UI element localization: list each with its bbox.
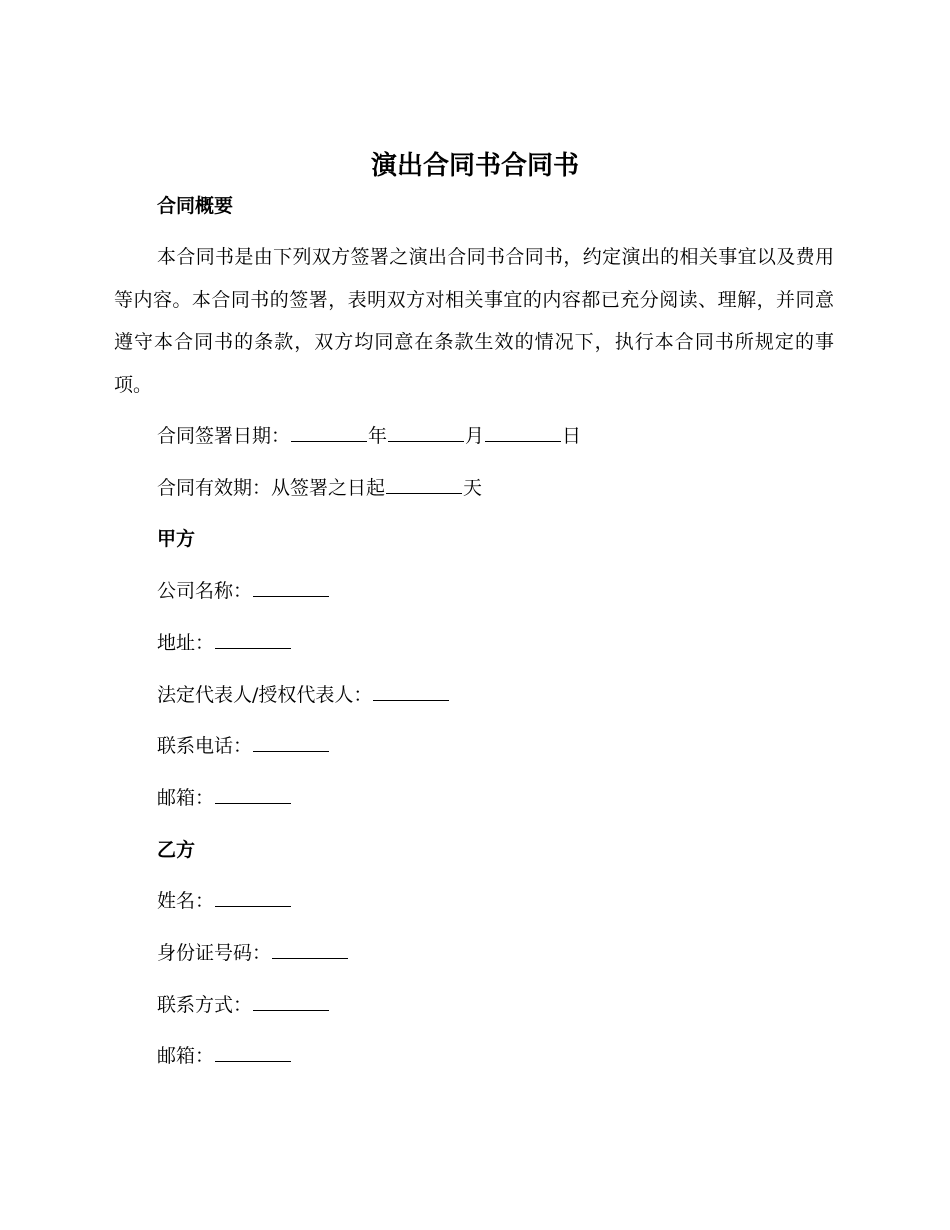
party-a-company-label: 公司名称： xyxy=(157,580,253,602)
document-title: 演出合同书合同书 xyxy=(370,151,579,181)
party-b-contact-label: 联系方式： xyxy=(157,994,253,1016)
sign-date-line xyxy=(157,421,581,451)
party-b-id-line xyxy=(157,938,349,968)
validity-line xyxy=(157,473,482,503)
sign-month-unit: 月 xyxy=(465,425,485,447)
party-b-email-line xyxy=(157,1041,292,1071)
party-b-contact-blank[interactable] xyxy=(253,992,329,1011)
party-b-id-blank[interactable] xyxy=(272,940,348,959)
party-a-representative-blank[interactable] xyxy=(373,682,449,701)
party-a-representative-line xyxy=(157,680,450,710)
sign-day-blank[interactable] xyxy=(485,423,561,442)
party-a-phone-label: 联系电话： xyxy=(157,735,253,757)
party-a-address-blank[interactable] xyxy=(215,630,291,649)
validity-unit: 天 xyxy=(463,477,483,499)
party-a-address-label: 地址： xyxy=(157,632,215,654)
party-a-company-blank[interactable] xyxy=(253,578,329,597)
overview-paragraph: 本合同书是由下列双方签署之演出合同书合同书，约定演出的相关事宜以及费用等内容。本合同书的签署，表明双方对相关事宜的内容都已充分阅读、理解，并同意遵守本合同书的条款，双方均同意在条款生效的情况下，执行本合同书所规定的事项。 xyxy=(114,246,834,396)
sign-day-unit: 日 xyxy=(562,425,582,447)
party-a-address-line xyxy=(157,628,292,658)
party-b-name-line xyxy=(157,886,292,916)
sign-year-unit: 年 xyxy=(368,425,388,447)
party-a-representative-label: 法定代表人/授权代表人： xyxy=(157,684,373,706)
sign-date-label: 合同签署日期： xyxy=(157,425,291,447)
party-b-heading: 乙方 xyxy=(157,839,196,861)
party-b-email-blank[interactable] xyxy=(215,1043,291,1062)
party-b-name-blank[interactable] xyxy=(215,888,291,907)
sign-year-blank[interactable] xyxy=(291,423,367,442)
party-a-email-line xyxy=(157,783,292,813)
party-b-contact-line xyxy=(157,990,330,1020)
overview-heading: 合同概要 xyxy=(157,195,234,217)
validity-days-blank[interactable] xyxy=(386,475,462,494)
sign-month-blank[interactable] xyxy=(388,423,464,442)
party-a-phone-line xyxy=(157,731,330,761)
party-a-phone-blank[interactable] xyxy=(253,733,329,752)
party-a-email-blank[interactable] xyxy=(215,785,291,804)
party-a-email-label: 邮箱： xyxy=(157,787,215,809)
party-a-company-line xyxy=(157,576,330,606)
party-b-name-label: 姓名： xyxy=(157,890,215,912)
party-b-id-label: 身份证号码： xyxy=(157,942,272,964)
party-a-heading: 甲方 xyxy=(157,528,196,550)
validity-label: 合同有效期：从签署之日起 xyxy=(157,477,386,499)
party-b-email-label: 邮箱： xyxy=(157,1045,215,1067)
